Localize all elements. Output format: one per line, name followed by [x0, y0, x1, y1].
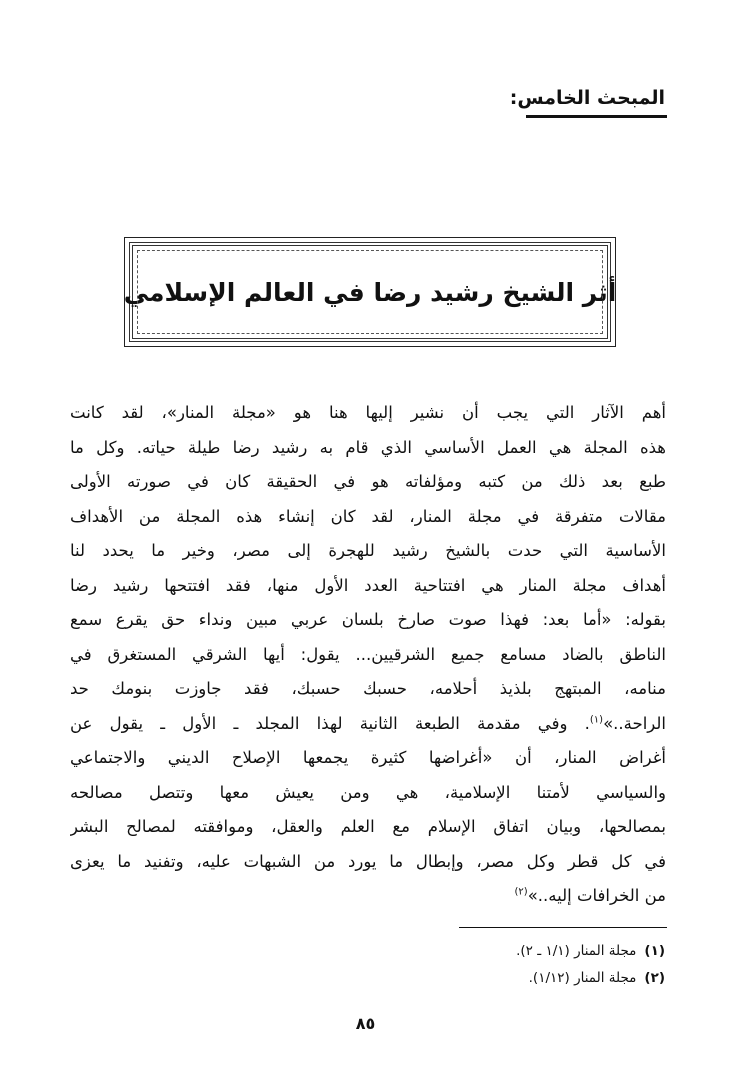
- body-text: [70, 396, 666, 914]
- line-continuation: . وفي مقدمة الطبعة الثانية لهذا المجلد ـ الأول ـ يقول عن: [70, 713, 590, 733]
- footnotes: [516, 938, 665, 992]
- footnote-mark: (٢): [514, 886, 528, 898]
- quote-end: من الخرافات إليه..»: [527, 886, 666, 905]
- body-line: مقالات متفرقة في مجلة المنار، لقد كان إنشاء هذه المجلة من الأهداف: [70, 506, 666, 526]
- body-line: في كل قطر وكل مصر، وإبطال ما يورد من الشبهات عليه، وتفنيد ما يعزى: [70, 851, 666, 871]
- chapter-title: أثر الشيخ رشيد رضا في العالم الإسلامي: [123, 277, 617, 307]
- body-line: منامه، المبتهج بلذيذ أحلامه، حسبك حسبك، فقد جاوزت بنومك حد: [70, 679, 666, 698]
- body-line-last: [70, 879, 666, 914]
- body-line: الناطق بالضاد مسامع جميع الشرقيين... يقول: أيها الشرقي المستغرق في: [70, 644, 666, 664]
- body-line-with-footnote: [70, 707, 666, 742]
- quote-end: الراحة..»: [603, 713, 666, 733]
- title-frame: [124, 237, 616, 347]
- footnote-number: (٢): [644, 970, 665, 986]
- footnote-number: (١): [644, 943, 665, 959]
- body-line: هذه المجلة هي العمل الأساسي الذي قام به رشيد رضا طيلة حياته. وكل ما: [70, 437, 666, 457]
- body-line: أغراض المنار، أن «أغراضها كثيرة يجمعها الإصلاح الديني والاجتماعي: [70, 748, 666, 767]
- body-line: بمصالحها، وبيان اتفاق الإسلام مع العلم والعقل، وموافقته لمصالح البشر: [70, 817, 666, 836]
- footnote-text: مجلة المنار (١/١ ـ ٢).: [516, 943, 637, 959]
- page-number: ٨٥: [355, 1014, 376, 1033]
- body-line: أهداف مجلة المنار هي افتتاحية العدد الأول منها، فقد افتتحها رشيد رضا: [70, 575, 666, 595]
- body-line: أهم الآثار التي يجب أن نشير إليها هنا هو «مجلة المنار»، لقد كانت: [70, 403, 666, 422]
- footnote-mark: (١): [589, 714, 604, 725]
- body-line: بقوله: «أما بعد: فهذا صوت صارخ بلسان عربي مبين ونداء حق يقرع سمع: [70, 610, 666, 629]
- footnote: [516, 965, 665, 992]
- body-line: والسياسي لأمتنا الإسلامية، هي ومن يعيش معها وتتصل مصالحه: [70, 782, 666, 802]
- heading-underline: [526, 115, 667, 118]
- body-line: الأساسية التي حدت بالشيخ رشيد للهجرة إلى مصر، وخير ما يحدد لنا: [70, 541, 666, 560]
- footnote-separator: [459, 927, 667, 928]
- body-line: طبع بعد ذلك من كتبه ومؤلفاته هو في الحقيقة كان في صورته الأولى: [70, 472, 666, 491]
- footnote-text: مجلة المنار (١/١٢).: [528, 970, 637, 986]
- section-heading: المبحث الخامس:: [509, 87, 665, 109]
- footnote: [516, 938, 665, 965]
- title-frame-inner: [123, 242, 617, 342]
